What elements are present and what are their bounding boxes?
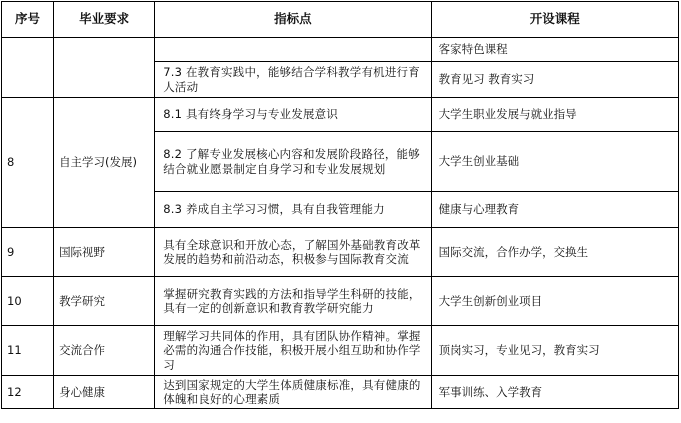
- row-courses: 健康与心理教育: [431, 192, 678, 228]
- table-header-row: [2, 2, 679, 38]
- header-requirement: 毕业要求: [54, 2, 155, 38]
- row-indicator: 8.3 养成自主学习习惯，具有自我管理能力: [155, 192, 431, 228]
- graduation-requirements-table: [1, 1, 679, 409]
- row-courses: 大学生创新创业项目: [431, 277, 678, 326]
- row-indicator: 8.2 了解专业发展核心内容和发展阶段路径，能够结合就业愿景制定自身学习和专业发展规划: [155, 132, 431, 192]
- row-no: 12: [2, 376, 54, 409]
- row-no: 11: [2, 326, 54, 376]
- row-courses: 客家特色课程: [431, 38, 678, 62]
- row-requirement: 教学研究: [54, 277, 155, 326]
- row-courses: 大学生职业发展与就业指导: [431, 98, 678, 132]
- row-indicator: 达到国家规定的大学生体质健康标准，具有健康的体魄和良好的心理素质: [155, 376, 431, 409]
- row-requirement: 身心健康: [54, 376, 155, 409]
- row-no: 10: [2, 277, 54, 326]
- table-row: [2, 38, 679, 62]
- table-row: [2, 326, 679, 376]
- row-courses: 国际交流，合作办学，交换生: [431, 228, 678, 277]
- header-indicator: 指标点: [155, 2, 431, 38]
- row-indicator: 8.1 具有终身学习与专业发展意识: [155, 98, 431, 132]
- table-row: [2, 277, 679, 326]
- row-courses: 军事训练、入学教育: [431, 376, 678, 409]
- row-courses: 教育见习 教育实习: [431, 62, 678, 98]
- header-courses: 开设课程: [431, 2, 678, 38]
- row-courses: 大学生创业基础: [431, 132, 678, 192]
- row-no: 8: [2, 98, 54, 228]
- table-row: [2, 228, 679, 277]
- row-indicator: 具有全球意识和开放心态，了解国外基础教育改革发展的趋势和前沿动态，积极参与国际教育交流: [155, 228, 431, 277]
- row-indicator: [155, 38, 431, 62]
- table-row: [2, 98, 679, 132]
- row-no: 9: [2, 228, 54, 277]
- row-indicator: 掌握研究教育实践的方法和指导学生科研的技能，具有一定的创新意识和教育教学研究能力: [155, 277, 431, 326]
- row-indicator: 理解学习共同体的作用，具有团队协作精神。掌握必需的沟通合作技能，积极开展小组互助和协作学习: [155, 326, 431, 376]
- header-no: 序号: [2, 2, 54, 38]
- row-no: [2, 38, 54, 98]
- row-requirement: 交流合作: [54, 326, 155, 376]
- table-row: [2, 376, 679, 409]
- row-requirement: 国际视野: [54, 228, 155, 277]
- row-requirement: 自主学习(发展): [54, 98, 155, 228]
- row-indicator: 7.3 在教育实践中，能够结合学科教学有机进行育人活动: [155, 62, 431, 98]
- row-requirement: [54, 38, 155, 98]
- row-courses: 顶岗实习，专业见习，教育实习: [431, 326, 678, 376]
